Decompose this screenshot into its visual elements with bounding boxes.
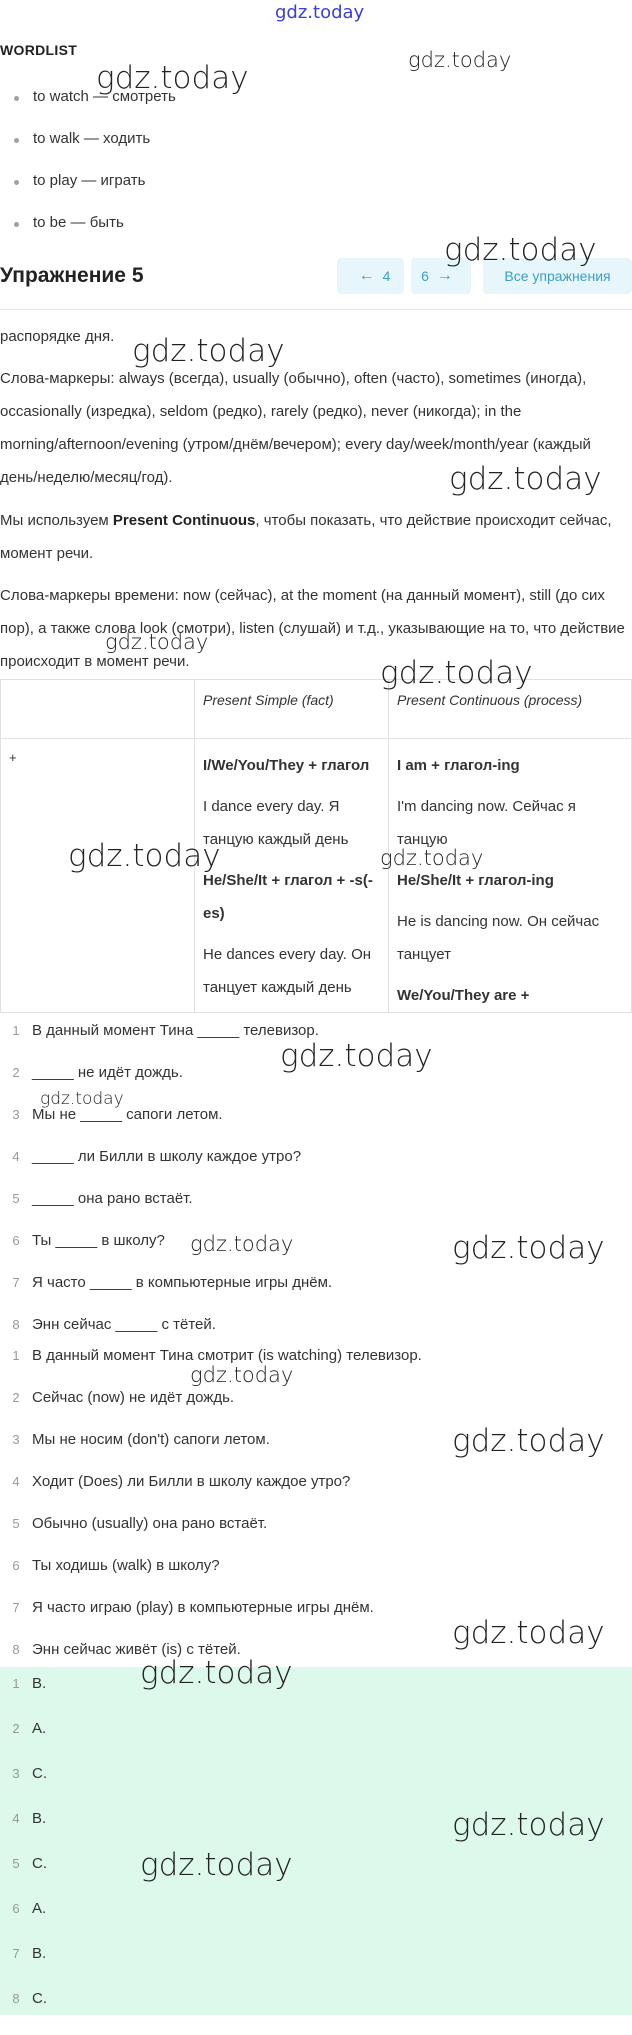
list-item: 8 C. — [12, 1990, 47, 2007]
list-item: 5 _____ она рано встаёт. — [12, 1190, 193, 1207]
rule: He/She/It + глагол-ing — [397, 872, 554, 889]
watermark: gdz.today — [280, 1038, 433, 1074]
list-item: 5 C. — [12, 1855, 47, 1872]
next-exercise-label: 6 — [421, 268, 429, 284]
watermark: gdz.today — [40, 1089, 124, 1109]
site-logo[interactable]: gdz.today — [275, 2, 365, 23]
watermark: gdz.today — [452, 1230, 605, 1266]
example: He is dancing now. Он сейчас танцует — [397, 913, 600, 963]
wordlist — [0, 88, 176, 256]
watermark: gdz.today — [452, 1615, 605, 1651]
watermark: gdz.today — [68, 838, 221, 874]
rule: We/You/They are + — [397, 987, 530, 1004]
watermark: gdz.today — [380, 655, 533, 691]
table-cell-simple — [195, 739, 389, 1013]
watermark: gdz.today — [132, 333, 285, 369]
list-item: 7 B. — [12, 1945, 47, 1962]
watermark: gdz.today — [105, 630, 209, 654]
watermark: gdz.today — [380, 846, 484, 870]
list-item: 5 Обычно (usually) она рано встаёт. — [12, 1515, 268, 1532]
wordlist-title: WORDLIST — [0, 42, 78, 58]
wordlist-item: to play — играть — [0, 172, 176, 214]
choice-list — [0, 1675, 47, 2035]
list-item: 1 В данный момент Тина _____ телевизор. — [12, 1022, 319, 1039]
list-item: 2 A. — [12, 1720, 47, 1737]
arrow-left-icon: ← — [358, 267, 375, 284]
watermark: gdz.today — [452, 1807, 605, 1843]
all-exercises-label: Все упражнения — [504, 268, 611, 284]
rule: He/She/It + глагол + -s(-es) — [203, 872, 373, 922]
example: I'm dancing now. Сейчас я танцую — [397, 798, 576, 848]
theory-paragraph: Слова-маркеры: always (всегда), usually (обычно), often (часто), sometimes (иногда), occasionally (изредка), seldom (редко), rarely (редко), never (никогда); in the morning/afternoon/evening (утром/днём/вечером); every day/week/month/year (каждый день/неделю/месяц/год). — [0, 370, 591, 486]
watermark: gdz.today — [452, 1423, 605, 1459]
bold-term: Present Continuous — [112, 512, 256, 529]
list-item: 6 Ты ходишь (walk) в школу? — [12, 1557, 220, 1574]
list-item: 2 _____ не идёт дождь. — [12, 1064, 183, 1081]
table-corner-cell — [1, 680, 195, 739]
theory-paragraph: распорядке дня. — [0, 328, 115, 345]
prev-exercise-label: 4 — [382, 268, 391, 284]
list-item: 3 Мы не _____ сапоги летом. — [12, 1106, 223, 1123]
theory-paragraph: Слова-маркеры времени: now (сейчас), at the moment (на данный момент), still (до сих пор), а также слова look (смотри), listen (слушай) и т.д., указывающие на то, что действие происходит в момент речи. — [0, 587, 625, 670]
list-item: 2 Сейчас (now) не идёт дождь. — [12, 1389, 235, 1406]
theory-paragraph: Мы используем Present Continuous, чтобы показать, что действие происходит сейчас, момент речи. — [0, 512, 612, 562]
watermark: gdz.today — [190, 1232, 294, 1256]
prev-exercise-button[interactable] — [337, 258, 404, 294]
list-item: 1 В данный момент Тина смотрит (is watching) телевизор. — [12, 1347, 422, 1364]
answer-list — [0, 1347, 422, 1683]
table-header-continuous: Present Continuous (process) — [389, 680, 632, 739]
example: I dance every day. Я танцую каждый день — [203, 798, 349, 848]
watermark: gdz.today — [140, 1847, 293, 1883]
list-item: 3 C. — [12, 1765, 47, 1782]
list-item: 6 A. — [12, 1900, 47, 1917]
wordlist-item: to be — быть — [0, 214, 176, 256]
wordlist-item: to watch — смотреть — [0, 88, 176, 130]
watermark: gdz.today — [190, 1363, 294, 1387]
arrow-right-icon: → — [436, 267, 453, 284]
watermark: gdz.today — [140, 1655, 293, 1691]
divider — [0, 309, 632, 310]
watermark: gdz.today — [96, 60, 249, 96]
list-item: 8 Энн сейчас живёт (is) с тётей. — [12, 1641, 241, 1658]
table-header-simple: Present Simple (fact) — [195, 680, 389, 739]
watermark: gdz.today — [444, 232, 597, 268]
example: He dances every day. Он танцует каждый день — [203, 946, 372, 996]
list-item: 4 Ходит (Does) ли Билли в школу каждое утро? — [12, 1473, 351, 1490]
list-item: 4 B. — [12, 1810, 47, 1827]
list-item: 1 B. — [12, 1675, 47, 1692]
table-row-label: + — [1, 739, 195, 1013]
rule: I am + глагол-ing — [397, 757, 520, 774]
list-item: 7 Я часто играю (play) в компьютерные игры днём. — [12, 1599, 374, 1616]
wordlist-item: to walk — ходить — [0, 130, 176, 172]
list-item: 7 Я часто _____ в компьютерные игры днём. — [12, 1274, 333, 1291]
list-item: 4 _____ ли Билли в школу каждое утро? — [12, 1148, 302, 1165]
rule: I/We/You/They + глагол — [203, 757, 370, 774]
list-item: 8 Энн сейчас _____ с тётей. — [12, 1316, 216, 1333]
list-item: 6 Ты _____ в школу? — [12, 1232, 165, 1249]
watermark: gdz.today — [449, 461, 602, 497]
exercise-title: Упражнение 5 — [0, 264, 144, 287]
list-item: 3 Мы не носим (don't) сапоги летом. — [12, 1431, 270, 1448]
watermark: gdz.today — [408, 48, 512, 72]
table-cell-continuous — [389, 739, 632, 1013]
